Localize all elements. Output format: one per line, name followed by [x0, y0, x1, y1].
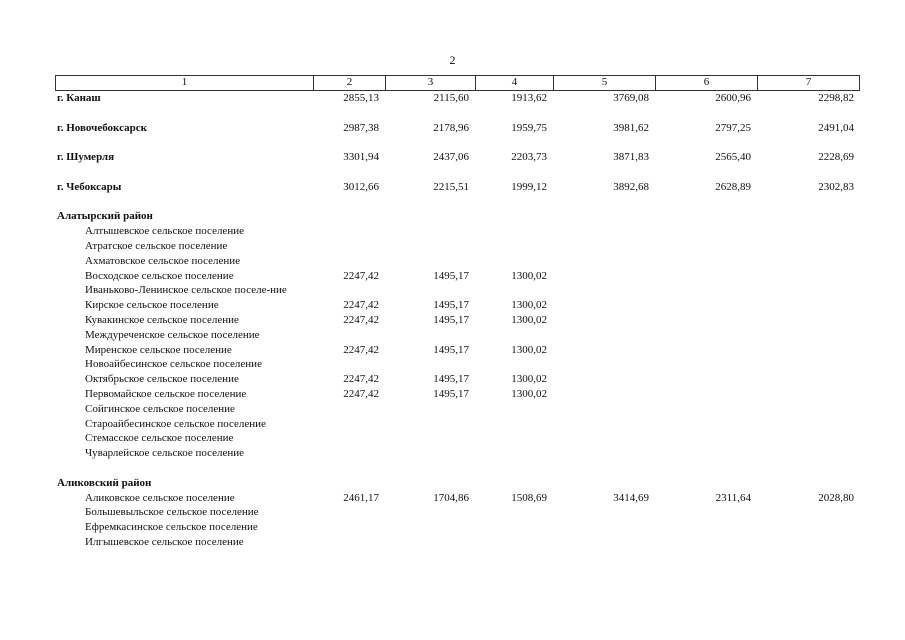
value-cell — [655, 283, 757, 298]
value-cell — [553, 313, 655, 328]
value-cell — [385, 417, 475, 432]
header-cell: 7 — [757, 76, 860, 90]
city-name: г. Чебоксары — [57, 180, 122, 193]
value-cell: 2115,60 — [433, 92, 469, 104]
value-cell: 2987,38 — [343, 121, 379, 134]
tariff-table — [55, 75, 860, 550]
value-cell: 1495,17 — [433, 269, 469, 282]
value-cell: 1300,02 — [511, 269, 547, 282]
city-name: г. Канаш — [57, 92, 101, 104]
value-cell — [385, 239, 475, 254]
value-cell — [475, 224, 553, 239]
value-cell: 2797,25 — [715, 121, 751, 134]
value-cell — [553, 224, 655, 239]
value-cell — [553, 505, 655, 520]
value-cell — [553, 520, 655, 535]
district-name: Алатырский район — [57, 210, 153, 223]
value-cell: 2298,82 — [818, 92, 854, 104]
value-cell — [385, 446, 475, 461]
value-cell: 2247,42 — [343, 299, 379, 312]
district-name: Аликовский район — [57, 476, 152, 489]
value-cell — [757, 313, 860, 328]
settlement-row — [55, 224, 860, 239]
value-cell — [313, 357, 385, 372]
value-cell: 1999,12 — [511, 180, 547, 193]
value-cell — [757, 269, 860, 284]
value-cell — [655, 269, 757, 284]
value-cell — [475, 446, 553, 461]
city-name: г. Новочебоксарск — [57, 121, 147, 134]
value-cell — [655, 224, 757, 239]
value-cell: 2247,42 — [343, 343, 379, 356]
value-cell: 2247,42 — [343, 313, 379, 326]
value-cell — [553, 372, 655, 387]
value-cell: 2600,96 — [715, 92, 751, 104]
value-cell: 2178,96 — [433, 121, 469, 134]
header-cell: 2 — [313, 76, 385, 90]
value-cell: 3769,08 — [613, 92, 649, 104]
value-cell — [757, 254, 860, 269]
value-cell — [757, 224, 860, 239]
value-cell — [475, 417, 553, 432]
value-cell — [475, 254, 553, 269]
value-cell — [385, 535, 475, 550]
settlement-row — [55, 372, 860, 387]
value-cell — [313, 239, 385, 254]
value-cell: 1300,02 — [511, 313, 547, 326]
value-cell — [553, 269, 655, 284]
city-row — [55, 150, 860, 165]
value-cell — [655, 357, 757, 372]
value-cell — [313, 505, 385, 520]
value-cell — [553, 431, 655, 446]
value-cell — [553, 254, 655, 269]
settlement-row — [55, 313, 860, 328]
settlement-name: Иваньково-Ленинское сельское поселе-ние — [85, 284, 287, 297]
value-cell — [655, 520, 757, 535]
settlement-row — [55, 446, 860, 461]
table-header-row — [55, 75, 860, 91]
settlement-name: Атратское сельское поселение — [85, 239, 228, 252]
value-cell: 1959,75 — [511, 121, 547, 134]
value-cell — [313, 535, 385, 550]
header-cell: 1 — [55, 76, 313, 90]
value-cell: 3871,83 — [613, 151, 649, 164]
value-cell — [757, 417, 860, 432]
settlement-row — [55, 239, 860, 254]
value-cell — [757, 283, 860, 298]
settlement-name: Чуварлейское сельское поселение — [85, 447, 245, 460]
value-cell — [385, 402, 475, 417]
value-cell — [757, 357, 860, 372]
value-cell: 1495,17 — [433, 343, 469, 356]
settlement-name: Новоайбесинское сельское поселение — [85, 358, 262, 371]
value-cell — [475, 535, 553, 550]
value-cell — [655, 343, 757, 358]
settlement-row — [55, 417, 860, 432]
value-cell: 1300,02 — [511, 299, 547, 312]
value-cell — [553, 417, 655, 432]
settlement-name: Стемасское сельское поселение — [85, 432, 234, 445]
value-cell: 3012,66 — [343, 180, 379, 193]
value-cell — [553, 343, 655, 358]
value-cell — [313, 283, 385, 298]
value-cell: 1495,17 — [433, 387, 469, 400]
settlement-name: Ахматовское сельское поселение — [85, 254, 241, 267]
value-cell — [655, 431, 757, 446]
city-row — [55, 121, 860, 136]
header-cell: 4 — [475, 76, 553, 90]
settlement-row — [55, 254, 860, 269]
value-cell: 2311,64 — [715, 491, 751, 504]
settlement-row — [55, 491, 860, 506]
header-cell: 6 — [655, 76, 757, 90]
value-cell — [757, 387, 860, 402]
value-cell — [313, 446, 385, 461]
value-cell — [655, 417, 757, 432]
value-cell — [553, 446, 655, 461]
value-cell — [757, 402, 860, 417]
value-cell — [757, 520, 860, 535]
district-row — [55, 476, 860, 491]
settlement-row — [55, 357, 860, 372]
value-cell — [313, 417, 385, 432]
value-cell — [757, 535, 860, 550]
district-row — [55, 209, 860, 224]
value-cell: 3892,68 — [613, 180, 649, 193]
city-row — [55, 180, 860, 195]
settlement-name: Сойгинское сельское поселение — [85, 402, 235, 415]
value-cell: 2565,40 — [715, 151, 751, 164]
settlement-name: Илгышевское сельское поселение — [85, 535, 244, 548]
settlement-row — [55, 283, 860, 298]
value-cell — [655, 535, 757, 550]
settlement-row — [55, 387, 860, 402]
value-cell: 2302,83 — [818, 180, 854, 193]
value-cell: 3981,62 — [613, 121, 649, 134]
value-cell — [553, 387, 655, 402]
value-cell: 2491,04 — [818, 121, 854, 134]
value-cell: 2247,42 — [343, 269, 379, 282]
value-cell — [385, 254, 475, 269]
settlement-name: Восходское сельское поселение — [85, 269, 234, 282]
value-cell — [553, 328, 655, 343]
value-cell — [655, 372, 757, 387]
value-cell: 1508,69 — [511, 491, 547, 504]
settlement-name: Большевыльское сельское поселение — [85, 506, 259, 519]
value-cell — [553, 283, 655, 298]
settlement-row — [55, 269, 860, 284]
value-cell: 2028,80 — [818, 491, 854, 504]
city-row — [55, 91, 860, 106]
settlement-row — [55, 431, 860, 446]
settlement-row — [55, 402, 860, 417]
value-cell — [655, 402, 757, 417]
value-cell: 1300,02 — [511, 373, 547, 386]
settlement-row — [55, 505, 860, 520]
header-cell: 3 — [385, 76, 475, 90]
value-cell — [757, 372, 860, 387]
value-cell — [475, 283, 553, 298]
value-cell: 2461,17 — [343, 491, 379, 504]
value-cell — [313, 520, 385, 535]
value-cell — [553, 239, 655, 254]
value-cell — [757, 298, 860, 313]
value-cell — [655, 298, 757, 313]
settlement-row — [55, 535, 860, 550]
settlement-name: Первомайское сельское поселение — [85, 387, 247, 400]
value-cell: 1300,02 — [511, 343, 547, 356]
value-cell — [757, 328, 860, 343]
value-cell: 1704,86 — [433, 491, 469, 504]
value-cell — [655, 313, 757, 328]
value-cell — [553, 298, 655, 313]
value-cell — [313, 254, 385, 269]
settlement-row — [55, 343, 860, 358]
value-cell: 1495,17 — [433, 313, 469, 326]
settlement-name: Кирское сельское поселение — [85, 299, 219, 312]
settlement-name: Октябрьское сельское поселение — [85, 373, 239, 386]
value-cell — [655, 254, 757, 269]
value-cell — [475, 402, 553, 417]
value-cell: 3414,69 — [613, 491, 649, 504]
value-cell — [475, 505, 553, 520]
value-cell — [655, 239, 757, 254]
value-cell — [757, 505, 860, 520]
value-cell — [655, 328, 757, 343]
value-cell — [385, 357, 475, 372]
value-cell — [385, 505, 475, 520]
value-cell — [757, 446, 860, 461]
settlement-row — [55, 328, 860, 343]
settlement-name: Миренское сельское поселение — [85, 343, 232, 356]
value-cell: 2203,73 — [511, 151, 547, 164]
value-cell: 1300,02 — [511, 387, 547, 400]
value-cell — [655, 446, 757, 461]
value-cell: 2247,42 — [343, 387, 379, 400]
header-cell: 5 — [553, 76, 655, 90]
value-cell: 2437,06 — [433, 151, 469, 164]
settlement-name: Кувакинское сельское поселение — [85, 313, 239, 326]
value-cell: 2628,89 — [715, 180, 751, 193]
table-body — [55, 91, 860, 550]
settlement-name: Алтышевское сельское поселение — [85, 225, 244, 238]
settlement-row — [55, 520, 860, 535]
value-cell — [757, 343, 860, 358]
value-cell — [313, 402, 385, 417]
value-cell — [385, 224, 475, 239]
value-cell — [313, 328, 385, 343]
value-cell — [655, 387, 757, 402]
value-cell — [757, 431, 860, 446]
value-cell — [475, 328, 553, 343]
value-cell — [313, 431, 385, 446]
settlement-name: Староайбесинское сельское поселение — [85, 417, 266, 430]
value-cell — [385, 431, 475, 446]
value-cell: 1495,17 — [433, 299, 469, 312]
value-cell: 2855,13 — [343, 92, 379, 104]
value-cell — [475, 431, 553, 446]
settlement-row — [55, 298, 860, 313]
value-cell: 1913,62 — [511, 92, 547, 104]
value-cell: 2228,69 — [818, 151, 854, 164]
value-cell — [385, 283, 475, 298]
city-name: г. Шумерля — [57, 151, 115, 164]
value-cell — [553, 535, 655, 550]
value-cell: 3301,94 — [343, 151, 379, 164]
settlement-name: Междуреченское сельское поселение — [85, 328, 260, 341]
settlement-name: Ефремкасинское сельское поселение — [85, 521, 258, 534]
value-cell — [553, 402, 655, 417]
value-cell — [385, 520, 475, 535]
value-cell — [475, 239, 553, 254]
settlement-name: Аликовское сельское поселение — [85, 491, 235, 504]
value-cell — [553, 357, 655, 372]
value-cell — [757, 239, 860, 254]
value-cell — [475, 520, 553, 535]
value-cell — [475, 357, 553, 372]
value-cell: 2247,42 — [343, 373, 379, 386]
value-cell: 2215,51 — [433, 180, 469, 193]
value-cell — [655, 505, 757, 520]
value-cell — [313, 224, 385, 239]
value-cell: 1495,17 — [433, 373, 469, 386]
value-cell — [385, 328, 475, 343]
page-number: 2 — [449, 53, 456, 67]
